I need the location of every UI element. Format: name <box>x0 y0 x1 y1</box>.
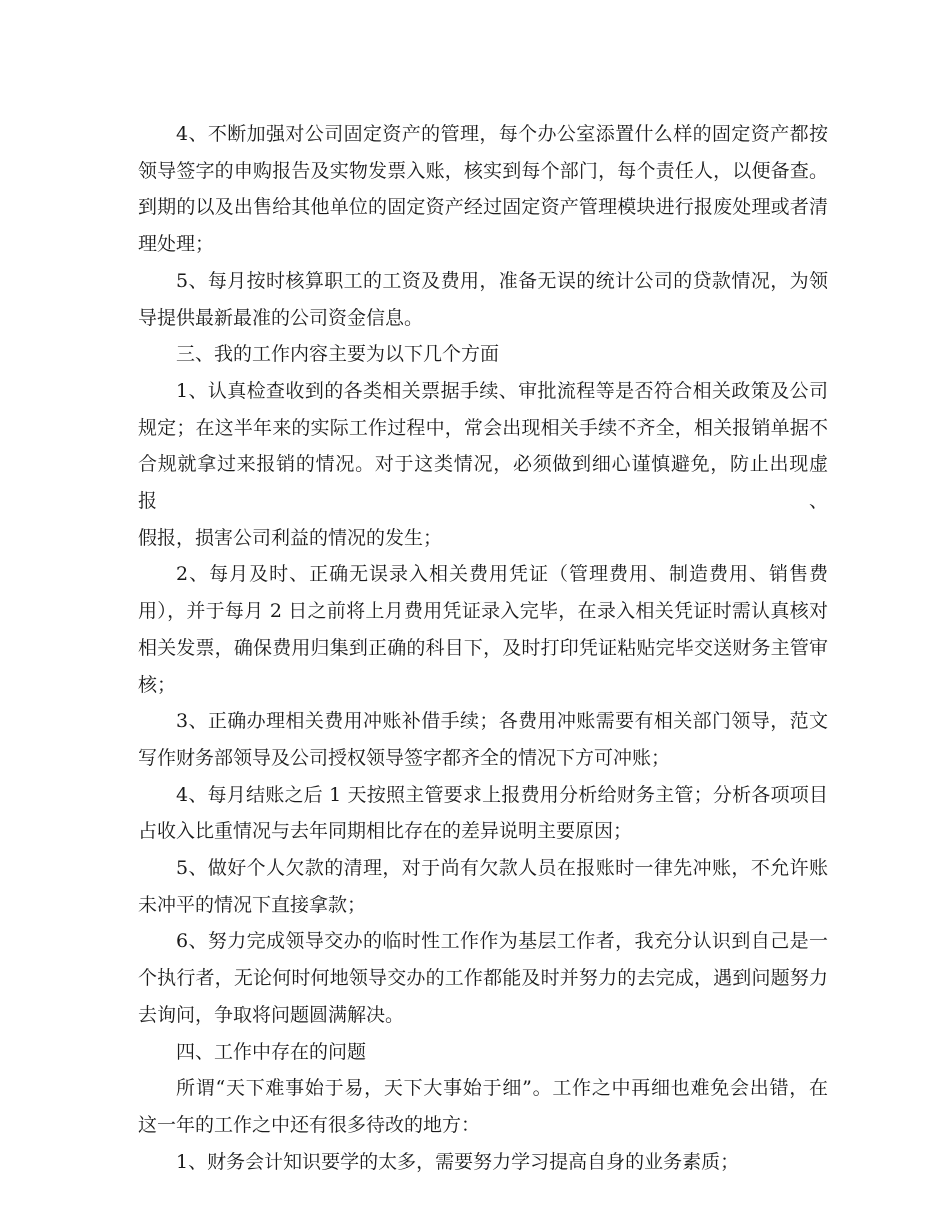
text-line: 3、正确办理相关费用冲账补借手续；各费用冲账需要有相关部门领导，范文 <box>176 710 828 733</box>
text-line: 规定；在这半年来的实际工作过程中，常会出现相关手续不齐全，相关报销单据不 <box>138 416 828 439</box>
paragraph-knowledge <box>138 1144 828 1181</box>
text-line: 四、工作中存在的问题 <box>176 1040 367 1063</box>
section-heading-work-content <box>138 336 828 373</box>
text-line: 所谓“天下难事始于易，天下大事始于细”。工作之中再细也难免会出错，在 <box>176 1077 828 1100</box>
text-line: 2、每月及时、正确无误录入相关费用凭证（管理费用、制造费用、销售费 <box>176 563 828 586</box>
text-line: 到期的以及出售给其他单位的固定资产经过固定资产管理模块进行报废处理或者清 <box>138 196 828 219</box>
text-line: 占收入比重情况与去年同期相比存在的差异说明主要原因； <box>138 820 633 843</box>
text-line: 用），并于每月 2 日之前将上月费用凭证录入完毕，在录入相关凭证时需认真核对 <box>138 600 828 623</box>
text-line: 未冲平的情况下直接拿款； <box>138 893 367 916</box>
text-line: 5、做好个人欠款的清理，对于尚有欠款人员在报账时一律先冲账，不允许账 <box>176 857 828 880</box>
paragraph-saying <box>138 1070 828 1143</box>
paragraph-analysis <box>138 777 828 850</box>
text-line: 假报，损害公司利益的情况的发生； <box>138 526 443 549</box>
paragraph-salary <box>138 263 828 336</box>
text-line: 领导签字的申购报告及实物发票入账，核实到每个部门，每个责任人，以便备查。 <box>138 159 828 182</box>
text-line: 4、不断加强对公司固定资产的管理，每个办公室添置什么样的固定资产都按 <box>176 123 828 145</box>
text-line: 去询问，争取将问题圆满解决。 <box>138 1003 405 1026</box>
text-line: 1、认真检查收到的各类相关票据手续、审批流程等是否符合相关政策及公司 <box>176 379 828 402</box>
paragraph-vouchers <box>138 556 828 703</box>
text-line: 6、努力完成领导交办的临时性工作作为基层工作者，我充分认识到自己是一 <box>176 930 828 953</box>
text-line: 导提供最新最准的公司资金信息。 <box>138 306 424 329</box>
text-line: 合规就拿过来报销的情况。对于这类情况，必须做到细心谨慎避免，防止出现虚报、 <box>138 453 828 513</box>
text-line: 三、我的工作内容主要为以下几个方面 <box>176 343 500 366</box>
text-line: 4、每月结账之后 1 天按照主管要求上报费用分析给财务主管；分析各项项目 <box>176 783 828 806</box>
section-heading-problems <box>138 1034 828 1071</box>
paragraph-debts <box>138 850 828 923</box>
paragraph-temp-work <box>138 923 828 1033</box>
text-line: 这一年的工作之中还有很多待改的地方： <box>138 1113 481 1136</box>
document-body <box>138 116 828 1180</box>
text-line: 核； <box>138 673 177 696</box>
text-line: 5、每月按时核算职工的工资及费用，准备无误的统计公司的贷款情况，为领 <box>176 269 828 292</box>
text-line: 1、财务会计知识要学的太多，需要努力学习提高自身的业务素质； <box>176 1150 740 1173</box>
paragraph-check-invoices <box>138 373 828 557</box>
paragraph-offset <box>138 703 828 776</box>
text-line: 理处理； <box>138 233 215 256</box>
text-line: 个执行者，无论何时何地领导交办的工作都能及时并努力的去完成，遇到问题努力 <box>138 967 828 990</box>
paragraph-fixed-assets <box>138 116 828 263</box>
text-line: 相关发票，确保费用归集到正确的科目下，及时打印凭证粘贴完毕交送财务主管审 <box>138 636 828 659</box>
text-line: 写作财务部领导及公司授权领导签字都齐全的情况下方可冲账； <box>138 746 671 769</box>
